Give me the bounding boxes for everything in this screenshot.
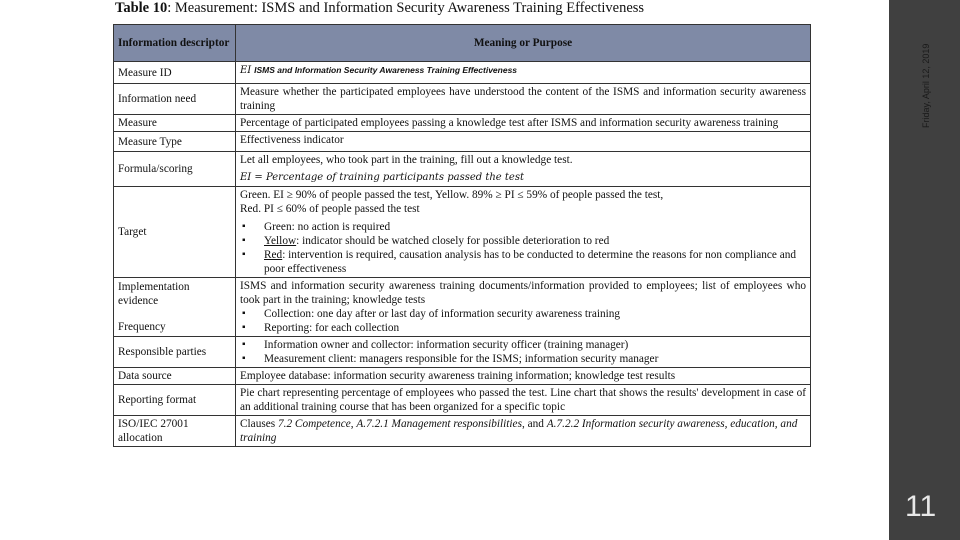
implementation-label: Implementation evidence xyxy=(118,281,190,307)
list-item: ▪ Reporting: for each collection xyxy=(264,321,806,335)
iso-allocation-value: Clauses 7.2 Competence, A.7.2.1 Management responsibilities, and A.7.2.2 Information security awareness, education, and training xyxy=(236,416,811,447)
table-row xyxy=(114,84,811,115)
measure-id-text: ISMS and Information Security Awareness Training Effectiveness xyxy=(254,65,518,75)
table-row xyxy=(114,416,811,447)
measure-value: Percentage of participated employees passing a knowledge test after ISMS and information security awareness training xyxy=(236,115,811,132)
list-item: ▪ Green: no action is required xyxy=(264,220,806,234)
row-label: Responsible parties xyxy=(114,337,236,368)
row-label: Measure Type xyxy=(114,132,236,152)
slide-date: Friday, April 12, 2019 xyxy=(921,43,931,128)
table-header-row xyxy=(114,25,811,62)
formula-value xyxy=(236,152,811,187)
row-label: Information need xyxy=(114,84,236,115)
table-title xyxy=(115,0,644,17)
header-descriptor: Information descriptor xyxy=(114,25,236,62)
table-label: Table 10 xyxy=(115,0,168,16)
formula-equation: EI = Percentage of training participants passed the test xyxy=(240,172,524,183)
implementation-value xyxy=(236,278,811,337)
row-label: Formula/scoring xyxy=(114,152,236,187)
responsible-list xyxy=(240,338,806,366)
row-label: ISO/IEC 27001 allocation xyxy=(114,416,236,447)
slide-number: 11 xyxy=(905,490,937,523)
implementation-text: ISMS and information security awareness training documents/information provided to employees; list of employees who took part in the training; knowledge tests xyxy=(240,280,806,306)
measurement-table xyxy=(113,24,811,447)
measure-type-value: Effectiveness indicator xyxy=(236,132,811,152)
row-label: Target xyxy=(114,187,236,278)
list-item: ▪ Red: intervention is required, causation analysis has to be conducted to determine the reasons for non compliance and poor effectiveness xyxy=(264,248,806,276)
row-label: Measure ID xyxy=(114,62,236,84)
frequency-label: Frequency xyxy=(118,321,166,333)
target-line-2: Red. PI ≤ 60% of people passed the test xyxy=(240,203,420,215)
table-row xyxy=(114,368,811,385)
list-item: ▪ Yellow: indicator should be watched closely for possible deterioration to red xyxy=(264,234,806,248)
row-label: Reporting format xyxy=(114,385,236,416)
row-label xyxy=(114,278,236,337)
frequency-list xyxy=(240,307,806,335)
formula-text: Let all employees, who took part in the training, fill out a knowledge test. xyxy=(240,154,573,166)
measure-id-value xyxy=(236,62,811,84)
table-row xyxy=(114,385,811,416)
table-row xyxy=(114,187,811,278)
table-caption: : Measurement: ISMS and Information Security Awareness Training Effectiveness xyxy=(167,0,645,16)
table-row xyxy=(114,62,811,84)
header-meaning: Meaning or Purpose xyxy=(236,25,811,62)
list-item: ▪ Information owner and collector: information security officer (training manager) xyxy=(264,338,806,352)
table-row xyxy=(114,115,811,132)
row-label: Measure xyxy=(114,115,236,132)
list-item: ▪ Collection: one day after or last day of information security awareness training xyxy=(264,307,806,321)
target-list xyxy=(240,220,806,276)
measure-id-prefix: EI xyxy=(240,65,252,76)
table-row xyxy=(114,278,811,337)
list-item: ▪ Measurement client: managers responsible for the ISMS; information security manager xyxy=(264,352,806,366)
table-row xyxy=(114,337,811,368)
row-label: Data source xyxy=(114,368,236,385)
target-value xyxy=(236,187,811,278)
target-line-1: Green. EI ≥ 90% of people passed the test, Yellow. 89% ≥ PI ≤ 59% of people passed the test, xyxy=(240,189,664,201)
information-need-value: Measure whether the participated employees have understood the content of the ISMS and information security awareness training xyxy=(236,84,811,115)
table-row xyxy=(114,152,811,187)
reporting-format-value: Pie chart representing percentage of employees who passed the test. Line chart that shows the results' development in case of an additional training course that has been organized for a specific topic xyxy=(236,385,811,416)
data-source-value: Employee database: information security awareness training information; knowledge test results xyxy=(236,368,811,385)
responsible-value xyxy=(236,337,811,368)
table-row xyxy=(114,132,811,152)
